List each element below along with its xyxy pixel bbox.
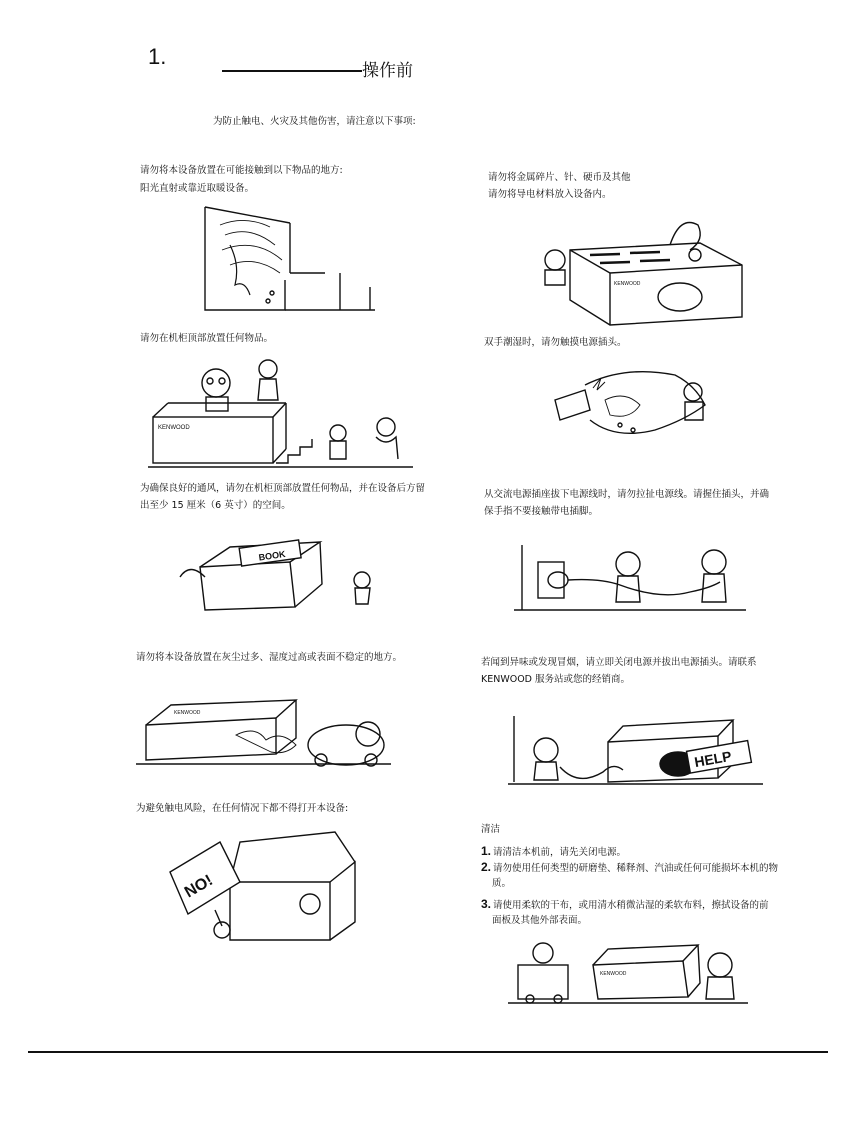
caution-smoke-line1: 若闻到异味或发现冒烟，请立即关闭电源并拔出电源插头。请联系 [481, 657, 757, 668]
intro-text: 为防止触电、火灾及其他伤害，请注意以下事项: [213, 116, 416, 127]
title-rule [222, 70, 362, 72]
cleaning-item-3-text: 请使用柔软的干布，或用清水稍微沾湿的柔软布料，擦拭设备的前 [493, 900, 769, 911]
box-brand-label-4: KENWOOD [600, 971, 627, 977]
cleaning-heading: 清洁 [481, 824, 501, 835]
cleaning-illustration [508, 935, 753, 1007]
caution-no-open: 为避免触电风险，在任何情况下都不得打开本设备: [136, 803, 349, 814]
section-number: 1. [148, 44, 167, 69]
caution-smoke-line2: KENWOOD 服务站或您的经销商。 [481, 674, 631, 685]
caution-top-objects: 请勿在机柜顶部放置任何物品。 [140, 333, 274, 344]
caution-placement-line2: 阳光直射或靠近取暖设备。 [140, 183, 255, 194]
caution-plug-line1: 从交流电源插座拔下电源线时，请勿拉扯电源线。请握住插头，并确 [484, 489, 770, 500]
cleaning-item-1-number: 1. [481, 844, 492, 858]
dust-illustration [136, 690, 396, 770]
sunlight-illustration [200, 205, 380, 315]
cleaning-item-3-cont: 面板及其他外部表面。 [492, 915, 588, 926]
metal-objects-illustration [530, 205, 750, 330]
box-brand-label-2: KENWOOD [174, 710, 201, 716]
caution-dust: 请勿将本设备放置在灰尘过多、湿度过高或表面不稳定的地方。 [136, 652, 403, 663]
cleaning-item-2-number: 2. [481, 860, 492, 874]
cleaning-item-2 [481, 859, 778, 877]
cleaning-item-3-number: 3. [481, 897, 492, 911]
top-objects-illustration [148, 355, 418, 475]
cleaning-item-2-text: 请勿使用任何类型的研磨垫、稀释剂、汽油或任何可能损坏本机的物 [493, 863, 779, 874]
book-label: BOOK [257, 548, 287, 563]
caution-placement-line1: 请勿将本设备放置在可能接触到以下物品的地方: [140, 165, 343, 176]
help-sign-text: HELP [693, 747, 733, 771]
no-sign-text: NO! [181, 872, 216, 902]
caution-metal-line1: 请勿将金属碎片、针、硬币及其他 [488, 172, 631, 183]
ventilation-illustration [170, 532, 390, 617]
unplug-illustration [510, 540, 750, 615]
caution-wet-hands: 双手潮湿时，请勿触摸电源插头。 [484, 337, 627, 348]
help-illustration [508, 712, 768, 792]
caution-ventilation-line2: 出至少 15 厘米（6 英寸）的空间。 [140, 500, 291, 511]
section-title: 操作前 [362, 61, 413, 81]
box-brand-label-3: KENWOOD [614, 281, 641, 287]
caution-ventilation-line1: 为确保良好的通风，请勿在机柜顶部放置任何物品，并在设备后方留 [140, 483, 426, 494]
cleaning-item-2-cont: 质。 [492, 878, 512, 889]
bottom-rule [28, 1051, 828, 1053]
box-brand-label-1: KENWOOD [158, 425, 190, 431]
caution-metal-line2: 请勿将导电材料放入设备内。 [488, 189, 612, 200]
wet-hands-illustration [545, 360, 725, 450]
caution-plug-line2: 保手指不要接触带电插脚。 [484, 506, 599, 517]
cleaning-item-3 [481, 896, 769, 914]
cleaning-item-1-text: 请清洁本机前，请先关闭电源。 [493, 847, 627, 858]
no-open-illustration [160, 822, 380, 947]
